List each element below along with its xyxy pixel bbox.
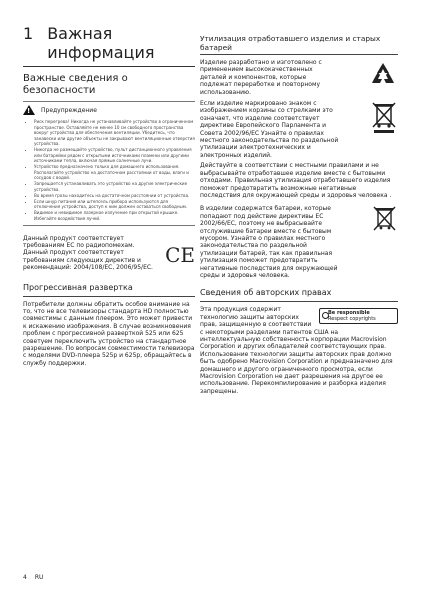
list-item: • Устройство предназначено только для домашнего использования. Располагайте устройство на достаточном расстоянии от воды, влаги и сосудов с водой.	[34, 164, 195, 181]
list-item: • Видимое и невидимое лазерное излучение при открытой крышке. Избегайте воздействия лучей.	[34, 210, 195, 221]
warning-label: Предупреждение	[41, 106, 97, 114]
list-item: • Никогда не размещайте устройство, пульт дистанционного управления или батарейки рядом с открытыми источниками пламени или другими источниками тепла, включая прямые солнечные лучи.	[34, 147, 195, 164]
right-column	[200, 34, 398, 395]
progressive-rule	[23, 296, 195, 297]
list-item: • Во время грозы находитесь на достаточном расстоянии от устройства.	[34, 193, 195, 199]
chapter-number: 1	[23, 24, 34, 43]
warning-header	[23, 102, 195, 117]
disposal-p1: Изделие разработано и изготовлено с применением высококачественных деталей и компонентов, которые подлежат переработке и повторному использованию.	[200, 59, 322, 96]
ce-text: Данный продукт соответствует требованиям ЕС по радиопомехам. Данный продукт соответствует требованиям следующих директив и рекомендаций: 2004/108/EC, 2006/95/EC.	[23, 234, 153, 272]
language-code: RU	[34, 574, 44, 581]
warning-triangle-icon: !	[23, 105, 35, 115]
copyright-title: Сведения об авторских правах	[200, 288, 332, 298]
disposal-rule	[200, 54, 398, 55]
list-item: • Если шнур питания или штепсель прибора используются для отключения устройства, доступ к ним должен оставаться свободным.	[34, 199, 195, 210]
page-number: 4	[23, 574, 27, 581]
logo-line-1: Be responsible	[328, 310, 370, 317]
chapter-title: Важная информация	[47, 24, 155, 62]
crossed-bin-icon	[370, 100, 398, 159]
logo-line-2: Respect copyrights	[328, 316, 376, 323]
page-footer	[23, 574, 43, 581]
recycle-row	[200, 59, 398, 96]
list-item: • Запрещается устанавливать это устройство на другие электрические устройства.	[34, 181, 195, 192]
battery-bin-icon	[372, 205, 398, 279]
disposal-p4: В изделии содержатся батареи, которые попадают под действие директивы ЕС 2002/66/ЕС, поэтому не выбрасывайте отслужившие батареи вместе с бытовым мусором. Узнайте о правилах местного законодательства по раздельной утилизации батарей, так как правильная утилизация поможет предотвратить негативные последствия для окружающей среды и здоровья человека.	[200, 205, 338, 279]
copyright-rule	[200, 301, 398, 302]
list-item: • Риск перегрева! Никогда не устанавливайте устройство в ограниченном пространстве. Оставляйте не менее 10 см свободного пространства вокруг устройства для обеспечения вентиляции. Убедитесь, что занавески или другие объекты не закрывают вентиляционные отверстия устройства.	[34, 119, 195, 147]
progressive-text: Потребители должны обратить особое внимание на то, что не все телевизоры стандарта HD полностью совместимы с данным плеером. Это может привести к искажению изображения. В случае возникновения проблем с прогрессивной разверткой 525 или 625 советуем переключить устройство на стандартное разрешение. По вопросам совместимости телевизора с моделями DVD-плеера 525p и 625p, обращайтесь в службу поддержки.	[23, 300, 195, 367]
copyright-block	[200, 306, 398, 395]
chapter-heading	[23, 24, 195, 62]
weee-row	[200, 100, 398, 159]
copyright-logo	[319, 308, 398, 324]
left-column	[23, 24, 195, 367]
warning-box	[23, 101, 195, 226]
warning-list	[23, 119, 195, 221]
ce-block	[23, 235, 195, 272]
battery-row	[200, 205, 398, 279]
disposal-p2: Если изделие маркировано знаком с изображением корзины со стрелками это означает, что изделие соответствует директиве Европейского Парламента и Совета 2002/96/EC Узнайте о правилах местного законодательства по раздельной утилизации электротехнических и электронных изделий.	[200, 100, 339, 159]
copyright-text: Эта продукция содержит технологию защиты авторских прав, защищенную в соответствии с некоторыми разделами патентов США на интеллектуальную собственность корпорации Macrovision Corporation и других обладателей соответствующих прав. Использование технологии защиты авторских прав должно быть одобрено Macrovision Corporation и предназначено для домашнего и другого ограниченного просмотра, если Macrovision Corporation не дает разрешения на другое ее использование. Перекомпилирование и разборка изделия запрещены.	[200, 306, 393, 395]
safety-title: Важные сведения о безопасности	[23, 73, 128, 96]
progressive-title: Прогрессивная развертка	[23, 282, 133, 292]
disposal-p3: Действуйте в соответствии с местными правилами и не выбрасывайте отработавшее изделие вместе с бытовыми отходами. Правильная утилизация отработавшего изделия поможет предотвратить возможные негативные последствия для окружающей среды и здоровья человека .	[200, 162, 392, 199]
chapter-rule	[23, 66, 195, 67]
ce-mark-icon: CE	[165, 242, 195, 267]
recycle-icon	[368, 59, 398, 96]
disposal-title: Утилизация отработавшего изделия и старых батарей	[200, 34, 381, 52]
